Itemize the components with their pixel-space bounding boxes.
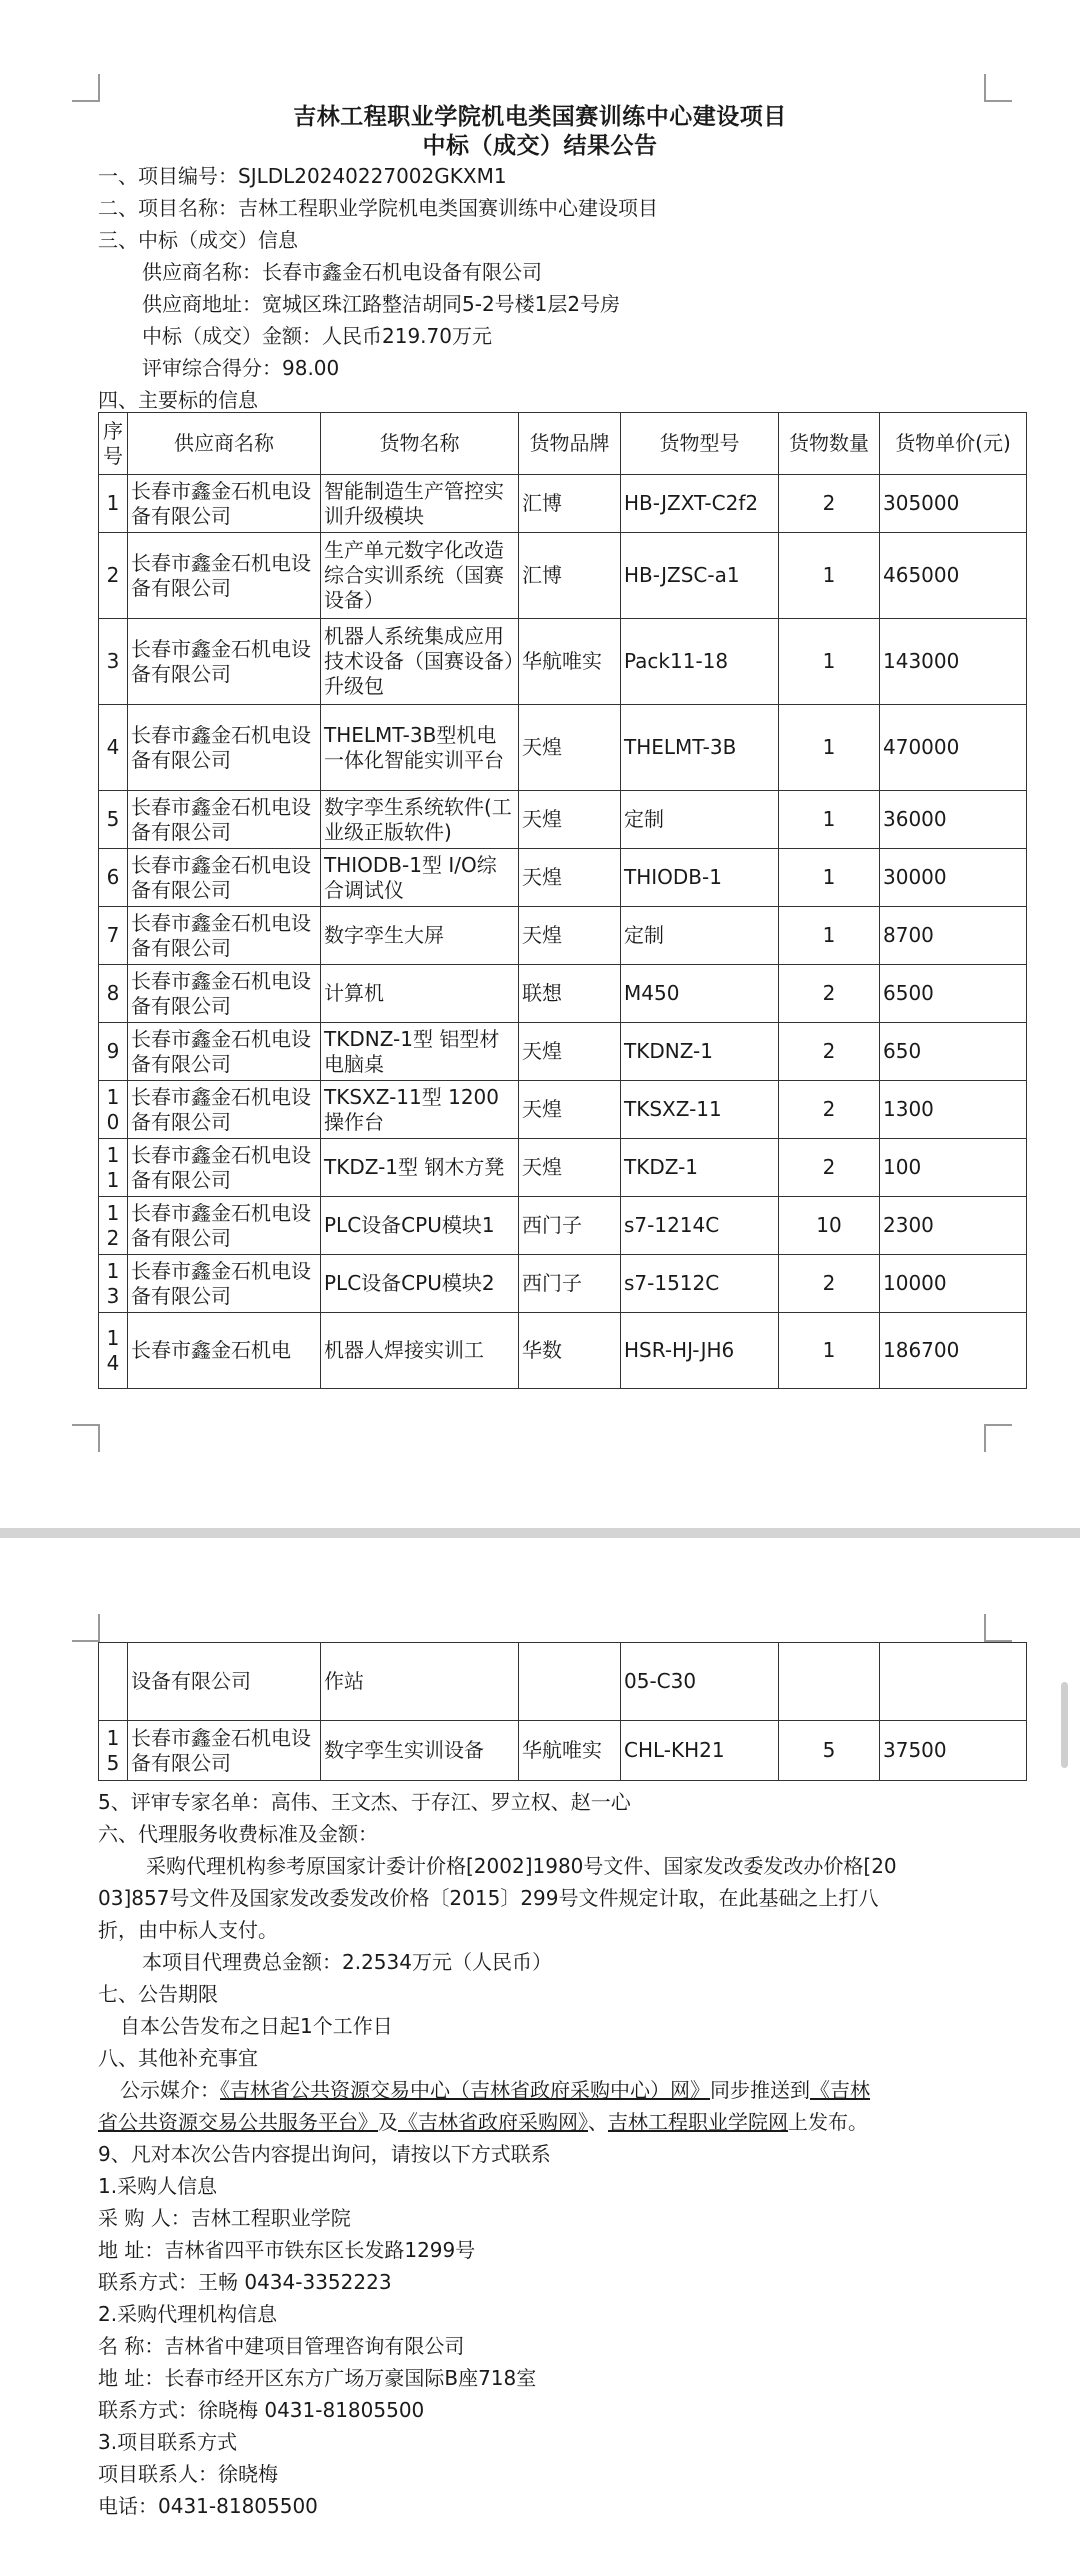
cell-unit-price: 1300 xyxy=(880,1081,1027,1139)
cell-brand: 天煌 xyxy=(519,1081,621,1139)
cell-supplier: 长春市鑫金石机电设备有限公司 xyxy=(128,1139,321,1197)
cell-supplier: 长春市鑫金石机电 xyxy=(128,1313,321,1389)
cell-quantity: 1 xyxy=(779,1313,880,1389)
expert-list: 5、评审专家名单：高伟、王文杰、于存江、罗立权、赵一心 xyxy=(98,1790,631,1814)
cell-no: 1 xyxy=(99,475,128,533)
review-score: 评审综合得分：98.00 xyxy=(142,356,340,380)
media-line xyxy=(98,2106,868,2135)
cell-model: TKDZ-1 xyxy=(621,1139,779,1197)
table-row xyxy=(99,1197,1027,1255)
cell-quantity xyxy=(779,1643,880,1721)
purchaser-contact: 联系方式：王畅 0434-3352223 xyxy=(98,2270,392,2294)
media-link-jilin-trade-center[interactable]: 《吉林省公共资源交易中心（吉林省政府采购中心）网》 xyxy=(220,2078,710,2102)
cell-supplier: 长春市鑫金石机电设备有限公司 xyxy=(128,475,321,533)
cell-model: 定制 xyxy=(621,907,779,965)
cell-brand: 西门子 xyxy=(519,1255,621,1313)
section-award-info: 三、中标（成交）信息 xyxy=(98,228,298,252)
cell-model: THIODB-1 xyxy=(621,849,779,907)
fee-total: 本项目代理费总金额：2.2534万元（人民币） xyxy=(142,1950,552,1974)
media-link-procurement-site[interactable]: 《吉林省政府采购网》 xyxy=(398,2110,588,2134)
cell-supplier: 长春市鑫金石机电设备有限公司 xyxy=(128,849,321,907)
table-row xyxy=(99,791,1027,849)
cell-no: 2 xyxy=(99,533,128,619)
cell-goods-name: TKDZ-1型 钢木方凳 xyxy=(321,1139,519,1197)
fee-paragraph-line: 折，由中标人支付。 xyxy=(98,1918,278,1942)
cell-unit-price: 36000 xyxy=(880,791,1027,849)
cell-supplier: 长春市鑫金石机电设备有限公司 xyxy=(128,533,321,619)
header-supplier: 供应商名称 xyxy=(128,413,321,475)
cell-goods-name: TKSXZ-11型 1200操作台 xyxy=(321,1081,519,1139)
crop-mark xyxy=(72,1614,100,1642)
cell-brand: 天煌 xyxy=(519,1023,621,1081)
cell-goods-name: 作站 xyxy=(321,1643,519,1721)
table-row xyxy=(99,1139,1027,1197)
agency-address: 地 址：长春市经开区东方广场万豪国际B座718室 xyxy=(98,2366,537,2390)
cell-brand: 华航唯实 xyxy=(519,619,621,705)
cell-unit-price: 305000 xyxy=(880,475,1027,533)
cell-brand: 天煌 xyxy=(519,907,621,965)
project-contact-phone: 电话：0431-81805500 xyxy=(98,2494,318,2518)
project-contact-person: 项目联系人：徐晓梅 xyxy=(98,2462,278,2486)
cell-quantity: 2 xyxy=(779,1023,880,1081)
table-header-row xyxy=(99,413,1027,475)
cell-no: 13 xyxy=(99,1255,128,1313)
cell-supplier: 设备有限公司 xyxy=(128,1643,321,1721)
project-number: 一、项目编号：SJLDL20240227002GKXM1 xyxy=(98,164,507,188)
cell-goods-name: 机器人系统集成应用技术设备（国赛设备）升级包 xyxy=(321,619,519,705)
cell-goods-name: 智能制造生产管控实训升级模块 xyxy=(321,475,519,533)
media-label: 公示媒介： xyxy=(120,2078,220,2102)
page-break xyxy=(0,1528,1080,1538)
purchaser-name: 采 购 人：吉林工程职业学院 xyxy=(98,2206,351,2230)
crop-mark xyxy=(984,1614,1012,1642)
cell-supplier: 长春市鑫金石机电设备有限公司 xyxy=(128,705,321,791)
document-page-2 xyxy=(0,1538,1080,2571)
header-no: 序号 xyxy=(99,413,128,475)
cell-brand: 天煌 xyxy=(519,849,621,907)
cell-unit-price xyxy=(880,1643,1027,1721)
cell-no xyxy=(99,1643,128,1721)
cell-model: THELMT-3B xyxy=(621,705,779,791)
agency-contact: 联系方式：徐晓梅 0431-81805500 xyxy=(98,2398,425,2422)
cell-unit-price: 186700 xyxy=(880,1313,1027,1389)
table-row xyxy=(99,533,1027,619)
cell-brand xyxy=(519,1643,621,1721)
table-row xyxy=(99,849,1027,907)
cell-supplier: 长春市鑫金石机电设备有限公司 xyxy=(128,791,321,849)
document-subtitle: 中标（成交）结果公告 xyxy=(422,133,658,159)
table-row-continued xyxy=(99,1643,1027,1721)
cell-brand: 华航唯实 xyxy=(519,1721,621,1781)
cell-brand: 天煌 xyxy=(519,791,621,849)
cell-unit-price: 470000 xyxy=(880,705,1027,791)
supplier-address: 供应商地址：宽城区珠江路整洁胡同5-2号楼1层2号房 xyxy=(142,292,621,316)
cell-no: 5 xyxy=(99,791,128,849)
crop-mark xyxy=(72,1424,100,1452)
cell-unit-price: 143000 xyxy=(880,619,1027,705)
cell-unit-price: 465000 xyxy=(880,533,1027,619)
cell-model: HB-JZXT-C2f2 xyxy=(621,475,779,533)
bid-amount: 中标（成交）金额：人民币219.70万元 xyxy=(142,324,492,348)
cell-supplier: 长春市鑫金石机电设备有限公司 xyxy=(128,1197,321,1255)
cell-brand: 汇博 xyxy=(519,475,621,533)
media-text: 及 xyxy=(378,2110,398,2134)
cell-model: HB-JZSC-a1 xyxy=(621,533,779,619)
goods-table xyxy=(98,412,1027,1389)
cell-supplier: 长春市鑫金石机电设备有限公司 xyxy=(128,619,321,705)
cell-no: 3 xyxy=(99,619,128,705)
cell-goods-name: 数字孪生系统软件(工业级正版软件) xyxy=(321,791,519,849)
section-other-matters: 八、其他补充事宜 xyxy=(98,2046,258,2070)
table-row xyxy=(99,1721,1027,1781)
media-text: 同步推送到 xyxy=(710,2078,810,2102)
cell-quantity: 1 xyxy=(779,705,880,791)
cell-quantity: 2 xyxy=(779,1255,880,1313)
cell-model: s7-1512C xyxy=(621,1255,779,1313)
cell-unit-price: 30000 xyxy=(880,849,1027,907)
header-model: 货物型号 xyxy=(621,413,779,475)
cell-model: M450 xyxy=(621,965,779,1023)
supplier-name: 供应商名称：长春市鑫金石机电设备有限公司 xyxy=(142,260,542,284)
cell-unit-price: 2300 xyxy=(880,1197,1027,1255)
project-name: 二、项目名称：吉林工程职业学院机电类国赛训练中心建设项目 xyxy=(98,196,658,220)
table-row xyxy=(99,1023,1027,1081)
cell-quantity: 1 xyxy=(779,907,880,965)
cell-goods-name: 机器人焊接实训工 xyxy=(321,1313,519,1389)
section-main-items: 四、主要标的信息 xyxy=(98,388,258,412)
cell-model: TKDNZ-1 xyxy=(621,1023,779,1081)
header-unit-price: 货物单价(元) xyxy=(880,413,1027,475)
crop-mark xyxy=(984,1424,1012,1452)
cell-unit-price: 100 xyxy=(880,1139,1027,1197)
cell-goods-name: PLC设备CPU模块1 xyxy=(321,1197,519,1255)
table-row xyxy=(99,705,1027,791)
section-notice-period: 七、公告期限 xyxy=(98,1982,218,2006)
goods-table-continued xyxy=(98,1642,1027,1781)
cell-quantity: 1 xyxy=(779,791,880,849)
scrollbar-thumb[interactable] xyxy=(1061,1682,1068,1768)
cell-supplier: 长春市鑫金石机电设备有限公司 xyxy=(128,1023,321,1081)
cell-model: Pack11-18 xyxy=(621,619,779,705)
cell-quantity: 2 xyxy=(779,965,880,1023)
cell-quantity: 1 xyxy=(779,619,880,705)
purchaser-address: 地 址：吉林省四平市铁东区长发路1299号 xyxy=(98,2238,476,2262)
cell-model: 定制 xyxy=(621,791,779,849)
cell-goods-name: 生产单元数字化改造综合实训系统（国赛设备） xyxy=(321,533,519,619)
media-text: 上发布。 xyxy=(788,2110,868,2134)
cell-goods-name: 数字孪生大屏 xyxy=(321,907,519,965)
cell-no: 10 xyxy=(99,1081,128,1139)
table-row xyxy=(99,1313,1027,1389)
cell-unit-price: 10000 xyxy=(880,1255,1027,1313)
cell-brand: 天煌 xyxy=(519,1139,621,1197)
cell-no: 12 xyxy=(99,1197,128,1255)
media-link-public-service-platform-cont[interactable]: 省公共资源交易公共服务平台》 xyxy=(98,2110,378,2134)
cell-no: 9 xyxy=(99,1023,128,1081)
cell-quantity: 2 xyxy=(779,1081,880,1139)
cell-supplier: 长春市鑫金石机电设备有限公司 xyxy=(128,1255,321,1313)
table-row xyxy=(99,475,1027,533)
document-title: 吉林工程职业学院机电类国赛训练中心建设项目 xyxy=(293,104,787,130)
header-brand: 货物品牌 xyxy=(519,413,621,475)
section-contact: 9、凡对本次公告内容提出询问，请按以下方式联系 xyxy=(98,2142,551,2166)
agency-name: 名 称：吉林省中建项目管理咨询有限公司 xyxy=(98,2334,465,2358)
cell-model: HSR-HJ-JH6 xyxy=(621,1313,779,1389)
project-contact-title: 3.项目联系方式 xyxy=(98,2430,238,2454)
media-line xyxy=(120,2074,870,2103)
media-link-college-site[interactable]: 吉林工程职业学院网 xyxy=(608,2110,788,2134)
cell-no: 15 xyxy=(99,1721,128,1781)
cell-quantity: 10 xyxy=(779,1197,880,1255)
cell-quantity: 1 xyxy=(779,849,880,907)
cell-no: 11 xyxy=(99,1139,128,1197)
table-row xyxy=(99,907,1027,965)
cell-quantity: 5 xyxy=(779,1721,880,1781)
cell-model: TKSXZ-11 xyxy=(621,1081,779,1139)
cell-supplier: 长春市鑫金石机电设备有限公司 xyxy=(128,965,321,1023)
table-row xyxy=(99,1255,1027,1313)
notice-period: 自本公告发布之日起1个工作日 xyxy=(120,2014,393,2038)
header-quantity: 货物数量 xyxy=(779,413,880,475)
cell-quantity: 1 xyxy=(779,533,880,619)
cell-model: CHL-KH21 xyxy=(621,1721,779,1781)
cell-brand: 汇博 xyxy=(519,533,621,619)
cell-goods-name: THIODB-1型 I/O综合调试仪 xyxy=(321,849,519,907)
table-row xyxy=(99,965,1027,1023)
cell-goods-name: 数字孪生实训设备 xyxy=(321,1721,519,1781)
cell-quantity: 2 xyxy=(779,1139,880,1197)
cell-brand: 华数 xyxy=(519,1313,621,1389)
cell-model: 05-C30 xyxy=(621,1643,779,1721)
table-row xyxy=(99,1081,1027,1139)
cell-no: 4 xyxy=(99,705,128,791)
cell-supplier: 长春市鑫金石机电设备有限公司 xyxy=(128,1081,321,1139)
cell-brand: 西门子 xyxy=(519,1197,621,1255)
table-row xyxy=(99,619,1027,705)
cell-supplier: 长春市鑫金石机电设备有限公司 xyxy=(128,1721,321,1781)
cell-goods-name: PLC设备CPU模块2 xyxy=(321,1255,519,1313)
media-text: 、 xyxy=(588,2110,608,2134)
cell-quantity: 2 xyxy=(779,475,880,533)
cell-goods-name: 计算机 xyxy=(321,965,519,1023)
cell-unit-price: 6500 xyxy=(880,965,1027,1023)
cell-brand: 天煌 xyxy=(519,705,621,791)
cell-goods-name: TKDNZ-1型 铝型材电脑桌 xyxy=(321,1023,519,1081)
cell-no: 8 xyxy=(99,965,128,1023)
media-link-public-service-platform[interactable]: 《吉林 xyxy=(810,2078,870,2102)
purchaser-title: 1.采购人信息 xyxy=(98,2174,218,2198)
cell-brand: 联想 xyxy=(519,965,621,1023)
cell-no: 7 xyxy=(99,907,128,965)
cell-unit-price: 37500 xyxy=(880,1721,1027,1781)
section-agency-fee: 六、代理服务收费标准及金额： xyxy=(98,1822,378,1846)
cell-unit-price: 650 xyxy=(880,1023,1027,1081)
cell-no: 6 xyxy=(99,849,128,907)
fee-paragraph-line: 采购代理机构参考原国家计委计价格[2002]1980号文件、国家发改委发改办价格[20 xyxy=(146,1854,897,1878)
cell-model: s7-1214C xyxy=(621,1197,779,1255)
header-goods-name: 货物名称 xyxy=(321,413,519,475)
agency-title: 2.采购代理机构信息 xyxy=(98,2302,278,2326)
cell-unit-price: 8700 xyxy=(880,907,1027,965)
fee-paragraph-line: 03]857号文件及国家发改委发改价格〔2015〕299号文件规定计取，在此基础之上打八 xyxy=(98,1886,879,1910)
cell-no: 14 xyxy=(99,1313,128,1389)
cell-goods-name: THELMT-3B型机电一体化智能实训平台 xyxy=(321,705,519,791)
cell-supplier: 长春市鑫金石机电设备有限公司 xyxy=(128,907,321,965)
